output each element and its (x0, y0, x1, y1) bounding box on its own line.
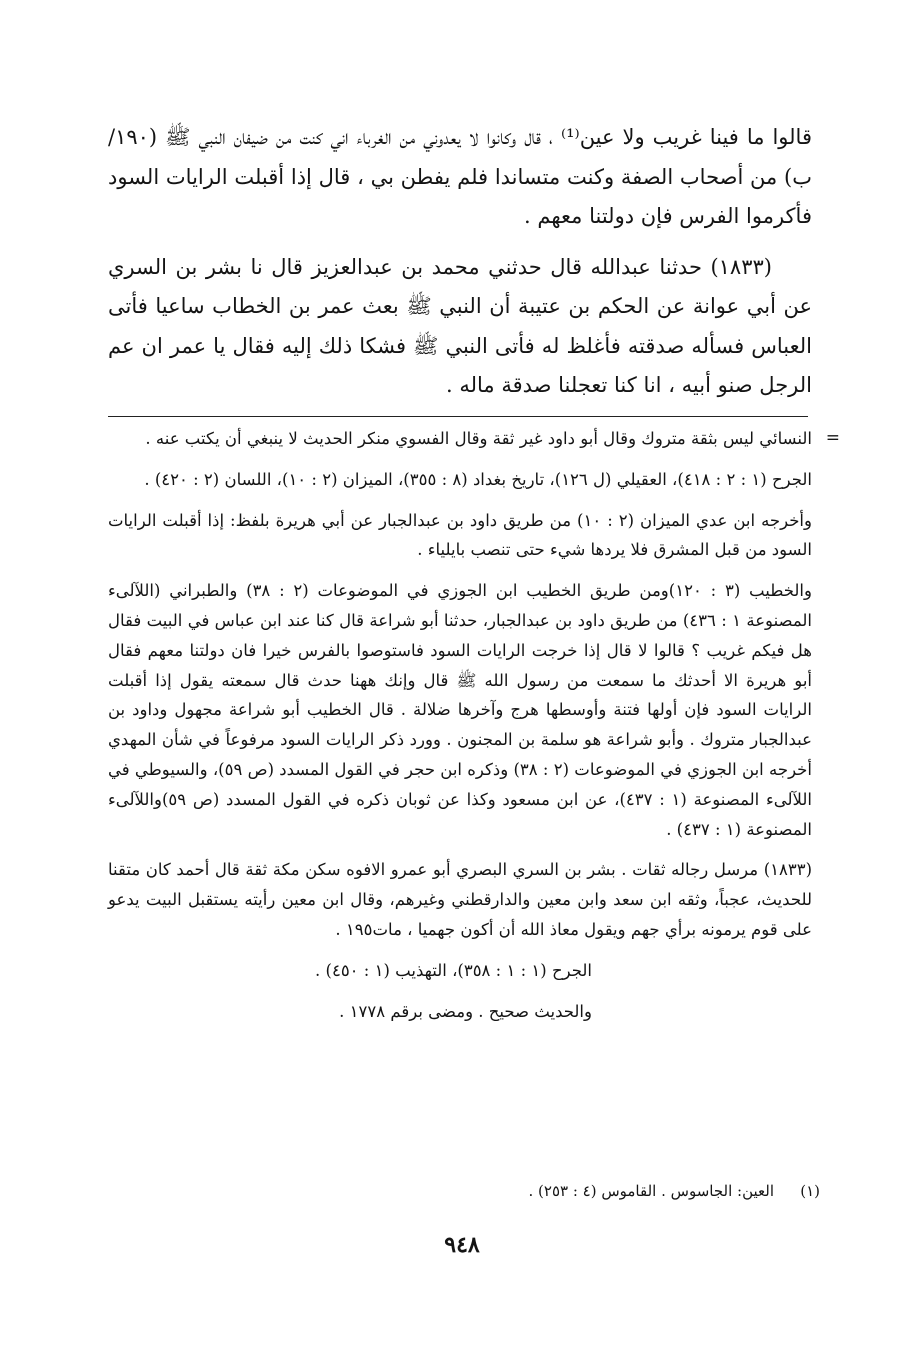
hadith-text: حدثنا عبدالله قال حدثني محمد بن عبدالعزيز قال نا بشر بن السري عن أبي عوانة عن الحكم بن عتيبة أن النبي ﷺ بعث عمر بن الخطاب ساعيا فأتى العباس فسأله صدقته فأغلظ له فأتى النبي ﷺ فشكا ذلك إليه فقال يا عمر ان عم الرجل صنو أبيه ، انا كنا تعجلنا صدقة ماله . (108, 254, 812, 397)
main-paragraph-2 (108, 248, 812, 406)
note-hadith-grade: والحديث صحيح . ومضى برقم ١٧٧٨ . (339, 1001, 592, 1021)
note-references-2: الجرح (١ : ١ : ٣٥٨)، التهذيب (١ : ٤٥٠) . (315, 960, 592, 980)
note-text: النسائي ليس بثقة متروك وقال أبو داود غير ثقة وقال الفسوي منكر الحديث لا ينبغي أن يكتب عنه . (145, 429, 812, 448)
main-text (108, 118, 812, 406)
note-khatib: والخطيب (٣ : ١٢٠)ومن طريق الخطيب ابن الجوزي في الموضوعات (٢ : ٣٨) والطبراني (اللآلىء المصنوعة ١ : ٤٣٦) من طريق داود بن عبدالجبار، حدثنا أبو شراعة قال كنا عند ابن عباس في البيت فقال هل فيكم غريب ؟ قالوا لا قال إذا خرجت الرايات السود فاستوصوا بالفرس خيرا فان دولتنا معهم فقال أبو هريرة الا أحدثك ما سمعت من رسول الله ﷺ قال وإنك ههنا حدث قال سمعته يقول إذا أقبلت الرايات السود فإن أولها فتنة وأوسطها هرج وآخرها ضلالة . قال الخطيب أبو شراعة مجهول وداود بن عبدالجبار متروك . وأبو شراعة هو سلمة بن المجنون . وورد ذكر الرايات السود مرفوعاً في شأن المهدي أخرجه ابن الجوزي في الموضوعات (٢ : ٣٨) وذكره ابن حجر في القول المسدد (ص ٥٩)، والسيوطي في اللآلىء المصنوعة (١ : ٤٣٧)، عن ابن مسعود وكذا عن ثوبان ذكره في القول المسدد (ص ٥٩)واللآلىء المصنوعة (١ : ٤٣٧) . (108, 581, 813, 839)
continuation-mark: = (825, 428, 840, 448)
footnote-separator (108, 416, 808, 417)
note-ibn-adi: وأخرجه ابن عدي الميزان (٢ : ١٠) من طريق داود بن عبدالجبار عن أبي هريرة بلفظ: إذا أقبلت الرايات السود من قبل المشرق فلا يردها شيء حتى تنصب بايلياء . (108, 510, 812, 560)
note-number: (١٨٣٣) (763, 860, 813, 880)
note-text: مرسل رجاله ثقات . بشر بن السري البصري أبو عمرو الافوه سكن مكة ثقة قال أحمد كان متقنا للحديث، عجباً، وثقه ابن سعد وابن معين والدارقطني وغيرهم، وقال ابن معين رأيته يستقبل البيت يدعو على قوم يرمونه برأي جهم ويقول معاذ الله أن أكون جهميا ، مات١٩٥ . (108, 860, 812, 939)
note-continuation (108, 424, 840, 454)
main-paragraph-1: قالوا ما فينا غريب ولا عين⁽¹⁾ ، قال وكانوا لا يعدوني من الغرباء اني كنت من ضيفان النبي ﷺ (١٩٠/ب) من أصحاب الصفة وكنت متساندا فلم يفطن بي ، قال إذا أقبلت الرايات السود فأكرموا الفرس فإن دولتنا معهم . (108, 125, 812, 228)
footnote-mark: (١) (800, 1182, 820, 1200)
page-number: ٩٤٨ (444, 1232, 480, 1258)
footnote (108, 1178, 820, 1204)
hadith-number: (١٨٣٣) (710, 254, 772, 279)
note-1833 (108, 855, 812, 944)
note-references-1: الجرح (١ : ٢ : ٤١٨)، العقيلي (ل ١٢٦)، تاريخ بغداد (٨ : ٣٥٥)، الميزان (٢ : ١٠)، اللسان (٢ : ٤٢٠) . (144, 469, 812, 489)
notes-section (108, 424, 840, 1037)
footnote-text: العين: الجاسوس . القاموس (٤ : ٢٥٣) . (528, 1182, 774, 1200)
